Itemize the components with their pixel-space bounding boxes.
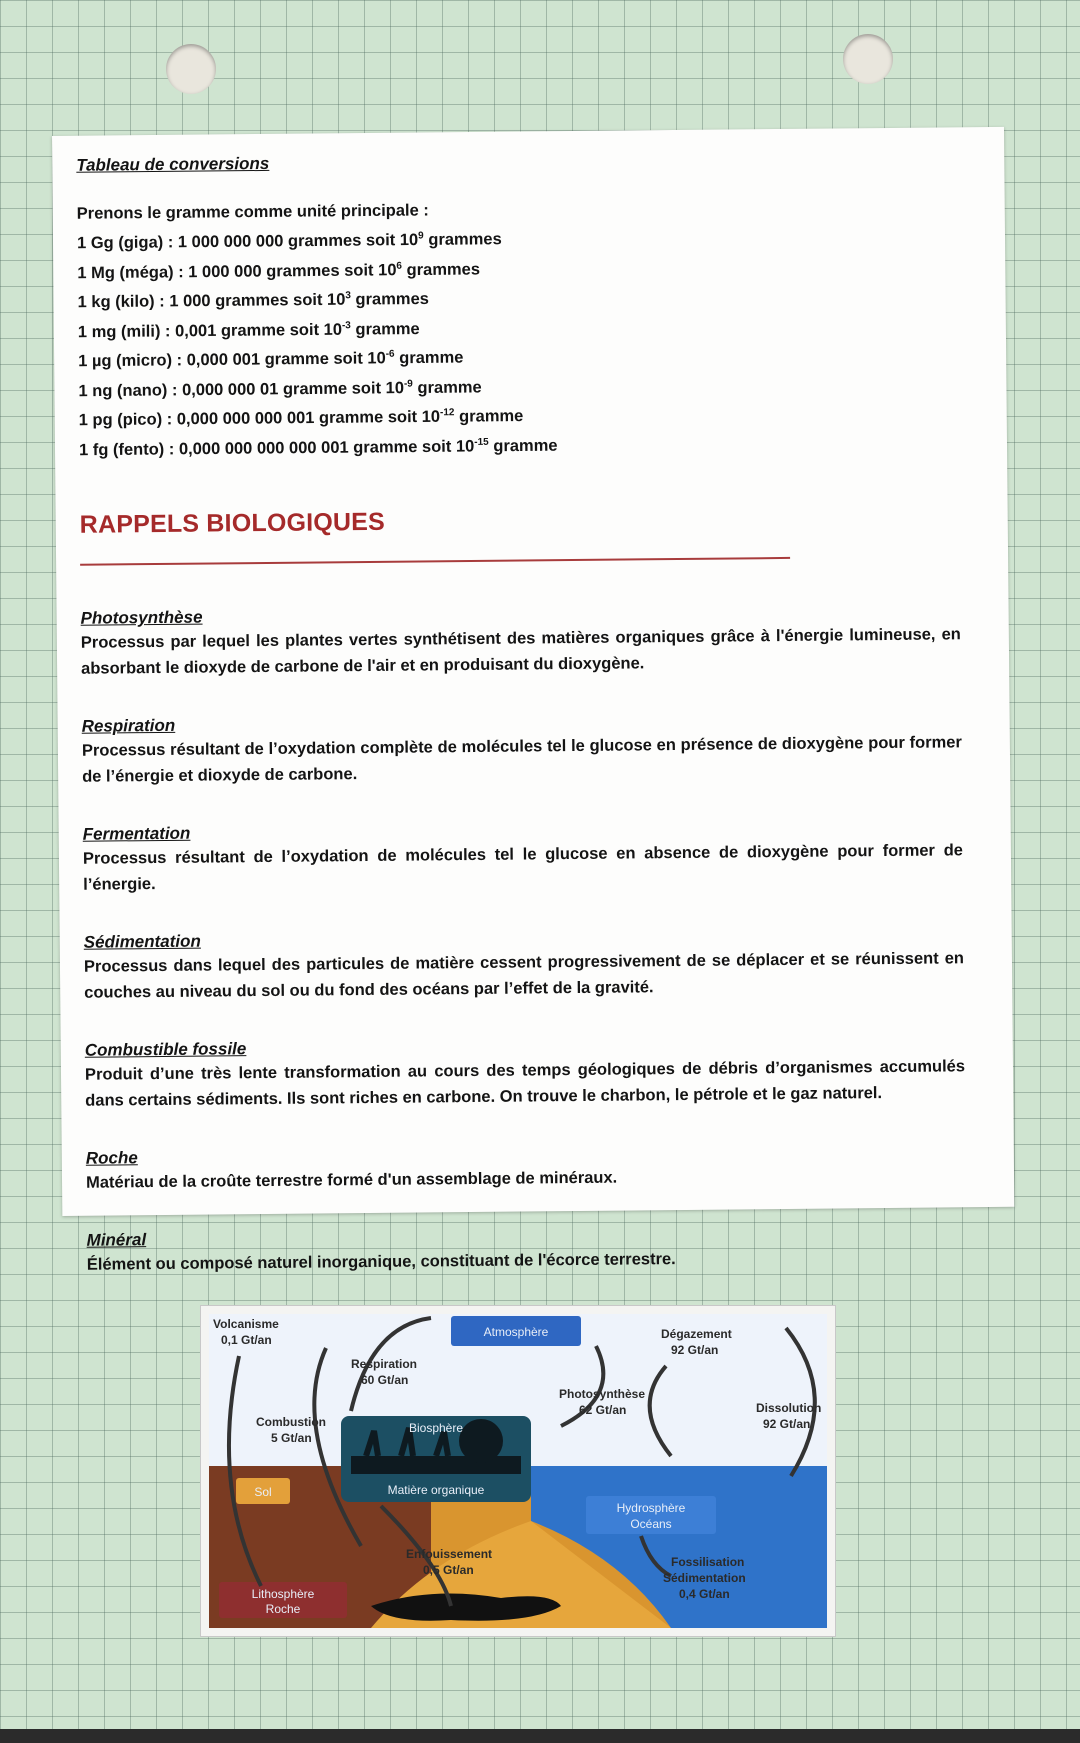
biosphere-label: Biosphère xyxy=(408,1421,464,1435)
combustion-label: Combustion xyxy=(256,1415,326,1429)
conversion-label: 1 fg (fento) : 0,000 000 000 000 001 gramme soit 10 xyxy=(78,436,475,459)
definition-block xyxy=(83,815,964,897)
definition-block xyxy=(81,599,962,681)
definition-term: Roche xyxy=(85,1148,138,1168)
definition-text: Processus résultant de l’oxydation de molécules tel le glucose en absence de dioxygène pour former de l’énergie. xyxy=(82,841,963,894)
biosphere-silhouettes xyxy=(351,1456,521,1474)
definition-term: Sédimentation xyxy=(83,931,201,952)
conversion-exponent: -3 xyxy=(341,319,351,331)
volcanisme-value: 0,1 Gt/an xyxy=(221,1333,272,1347)
definition-text: Processus résultant de l’oxydation complète de molécules tel le glucose en présence de dioxygène pour former de l’énergie et dioxyde de carbone. xyxy=(81,733,962,786)
conversion-exponent: -12 xyxy=(439,407,455,419)
conversions-intro: Prenons le gramme comme unité principale : xyxy=(76,201,429,223)
combustion-value: 5 Gt/an xyxy=(271,1431,312,1445)
conversion-unit: gramme xyxy=(454,406,524,426)
binder-hole-right xyxy=(843,34,893,84)
definition-block xyxy=(84,923,965,1005)
conversion-label: 1 ng (nano) : 0,000 000 01 gramme soit 10 xyxy=(78,378,405,400)
bottom-edge xyxy=(0,1729,1080,1743)
definition-block xyxy=(87,1221,967,1277)
conversion-exponent: -15 xyxy=(474,436,489,448)
conversions-table xyxy=(77,193,959,462)
dissolution-value: 92 Gt/an xyxy=(763,1417,811,1431)
conversion-unit: gramme xyxy=(394,348,464,368)
lithosphere-label: Lithosphère xyxy=(251,1587,315,1601)
sol-label: Sol xyxy=(254,1485,272,1499)
conversion-unit: grammes xyxy=(401,259,481,279)
fossilisation-label: Fossilisation xyxy=(671,1555,745,1569)
definition-block xyxy=(82,707,963,789)
binder-hole-left xyxy=(166,44,216,94)
definition-term: Respiration xyxy=(81,715,176,736)
definition-text: Processus dans lequel des particules de matière cessent progressivement de se déplacer et se réunissent en couches au niveau du sol ou du fond des océans par l’effet de la gravité. xyxy=(83,949,965,1002)
conversion-unit: grammes xyxy=(423,230,502,249)
conversions-title: Tableau de conversions xyxy=(76,153,270,175)
hydrosphere-label: Hydrosphère xyxy=(616,1501,686,1515)
definition-text: Élément ou composé naturel inorganique, constituant de l'écorce terrestre. xyxy=(86,1250,676,1274)
definition-term: Photosynthèse xyxy=(80,607,203,628)
definition-text: Produit d’une très lente transformation au cours des temps géologiques de débris d’organismes accumulés dans certains sédiments. Ils sont riches en carbone. On trouve le charbon, le pétrole et le gaz naturel. xyxy=(84,1057,966,1110)
oceans-label: Océans xyxy=(630,1517,672,1531)
conversion-label: 1 Mg (méga) : 1 000 000 grammes soit 10 xyxy=(77,260,397,282)
conversion-unit: grammes xyxy=(350,289,429,309)
conversion-label: 1 Gg (giga) : 1 000 000 000 grammes soit 10 xyxy=(76,230,419,253)
conversion-label: 1 µg (micro) : 0,000 001 gramme soit 10 xyxy=(78,349,386,371)
photosynthese-label: Photosynthèse xyxy=(559,1387,646,1401)
conversion-exponent: -6 xyxy=(385,348,395,360)
photosynthese-value: 62 Gt/an xyxy=(579,1403,627,1417)
conversion-label: 1 kg (kilo) : 1 000 grammes soit 10 xyxy=(77,290,346,312)
definition-text: Matériau de la croûte terrestre formé d'un assemblage de minéraux. xyxy=(85,1168,618,1192)
conversion-exponent: 6 xyxy=(396,260,403,272)
definition-term: Minéral xyxy=(86,1230,147,1250)
carbon-cycle-svg xyxy=(201,1306,835,1636)
conversion-unit: gramme xyxy=(350,319,420,339)
conversion-exponent: 3 xyxy=(345,290,351,302)
definition-text: Processus par lequel les plantes vertes synthétisent des matières organiques grâce à l'énergie lumineuse, en absorbant le dioxyde de carbone de l'air et en produisant du dioxygène. xyxy=(80,625,961,678)
fossilisation-value: 0,4 Gt/an xyxy=(679,1587,730,1601)
roche-label: Roche xyxy=(265,1602,301,1616)
definition-term: Combustible fossile xyxy=(84,1039,247,1060)
degazement-label: Dégazement xyxy=(661,1327,732,1341)
matiere-label: Matière organique xyxy=(387,1483,485,1497)
enfouissement-value: 0,5 Gt/an xyxy=(423,1563,474,1577)
definition-term: Fermentation xyxy=(82,823,191,844)
conversion-label: 1 pg (pico) : 0,000 000 000 001 gramme soit 10 xyxy=(78,407,441,430)
conversion-unit: gramme xyxy=(488,436,558,455)
conversion-exponent: 9 xyxy=(418,230,424,242)
dissolution-label: Dissolution xyxy=(756,1401,822,1415)
conversion-exponent: -9 xyxy=(403,378,413,390)
respiration-value: 60 Gt/an xyxy=(361,1373,409,1387)
volcanisme-label: Volcanisme xyxy=(213,1317,279,1331)
carbon-cycle-diagram xyxy=(200,1305,836,1637)
respiration-label: Respiration xyxy=(351,1357,418,1371)
definition-block xyxy=(86,1139,966,1195)
conversion-unit: gramme xyxy=(412,377,482,397)
degazement-value: 92 Gt/an xyxy=(671,1343,719,1357)
sheet-content xyxy=(76,147,967,1277)
enfouissement-label: Enfouissement xyxy=(406,1547,493,1561)
section-title: RAPPELS BIOLOGIQUES xyxy=(79,507,386,539)
conversion-label: 1 mg (mili) : 0,001 gramme soit 10 xyxy=(77,320,343,341)
tree-silhouette xyxy=(459,1419,503,1463)
section-divider xyxy=(80,557,790,566)
glued-sheet xyxy=(52,127,1014,1274)
sedimentation-label: Sédimentation xyxy=(663,1571,746,1585)
atmosphere-label: Atmosphère xyxy=(483,1325,549,1339)
definition-block xyxy=(85,1031,966,1113)
